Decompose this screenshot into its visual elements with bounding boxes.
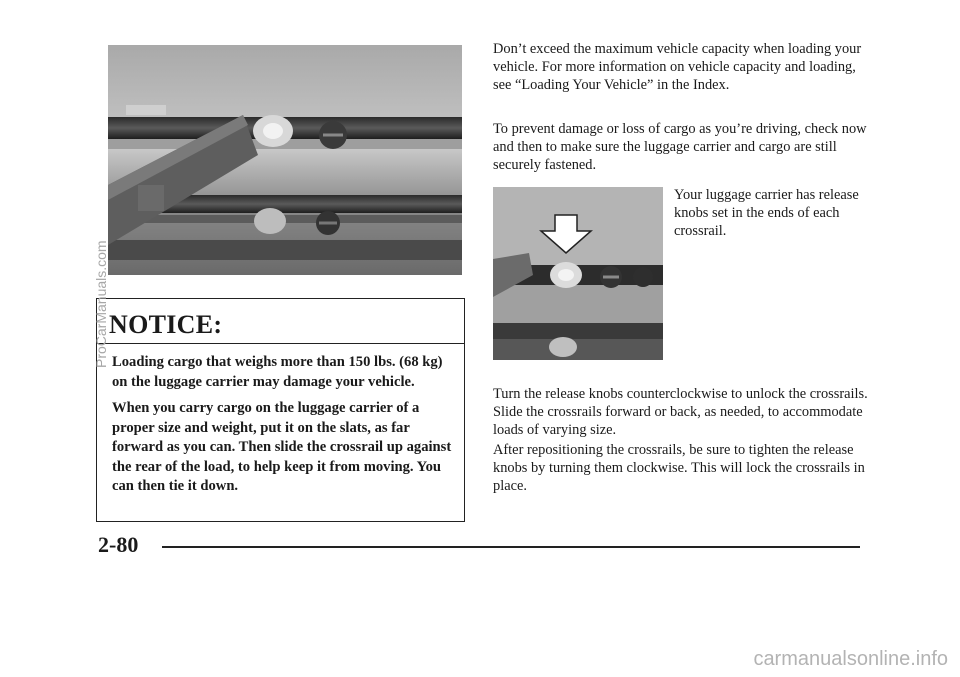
crossrail-photo-illustration <box>108 45 462 275</box>
release-knob-photo <box>493 187 663 360</box>
paragraph-after-repositioning: After repositioning the crossrails, be sure to tighten the release knobs by turning them clockwise. This will lock the crossrails in place. <box>493 442 865 494</box>
bottom-watermark: carmanualsonline.info <box>753 648 948 670</box>
paragraph-prevent-damage: To prevent damage or loss of cargo as you’re driving, check now and then to make sure the luggage carrier and cargo are still securely fastened. <box>493 121 867 173</box>
notice-title: NOTICE: <box>109 310 223 339</box>
paragraph-turn-knobs: Turn the release knobs counterclockwise to unlock the crossrails. Slide the crossrails forward or back, as needed, to accommodate loads of varying size. <box>493 386 868 438</box>
notice-body <box>112 353 454 504</box>
luggage-carrier-crossrail-photo <box>108 45 462 275</box>
footer-divider <box>162 546 860 548</box>
release-knob-caption: Your luggage carrier has release knobs set in the ends of each crossrail. <box>674 187 859 239</box>
notice-divider <box>97 343 464 344</box>
page-number: 2-80 <box>98 532 139 557</box>
notice-paragraph-weight-limit: Loading cargo that weighs more than 150 lbs. (68 kg) on the luggage carrier may damage your vehicle. <box>112 354 443 390</box>
paragraph-vehicle-capacity: Don’t exceed the maximum vehicle capacity when loading your vehicle. For more information on vehicle capacity and loading, see “Loading Your Vehicle” in the Index. <box>493 41 862 93</box>
release-knob-photo-illustration <box>493 187 663 360</box>
notice-box <box>96 298 465 522</box>
side-watermark-text: ProCarManuals.com <box>93 240 109 368</box>
notice-paragraph-cargo-placement: When you carry cargo on the luggage carrier of a proper size and weight, put it on the slats, as far forward as you can. Then slide the crossrail up against the rear of the load, to help keep it from moving. You can then tie it down. <box>112 400 452 494</box>
